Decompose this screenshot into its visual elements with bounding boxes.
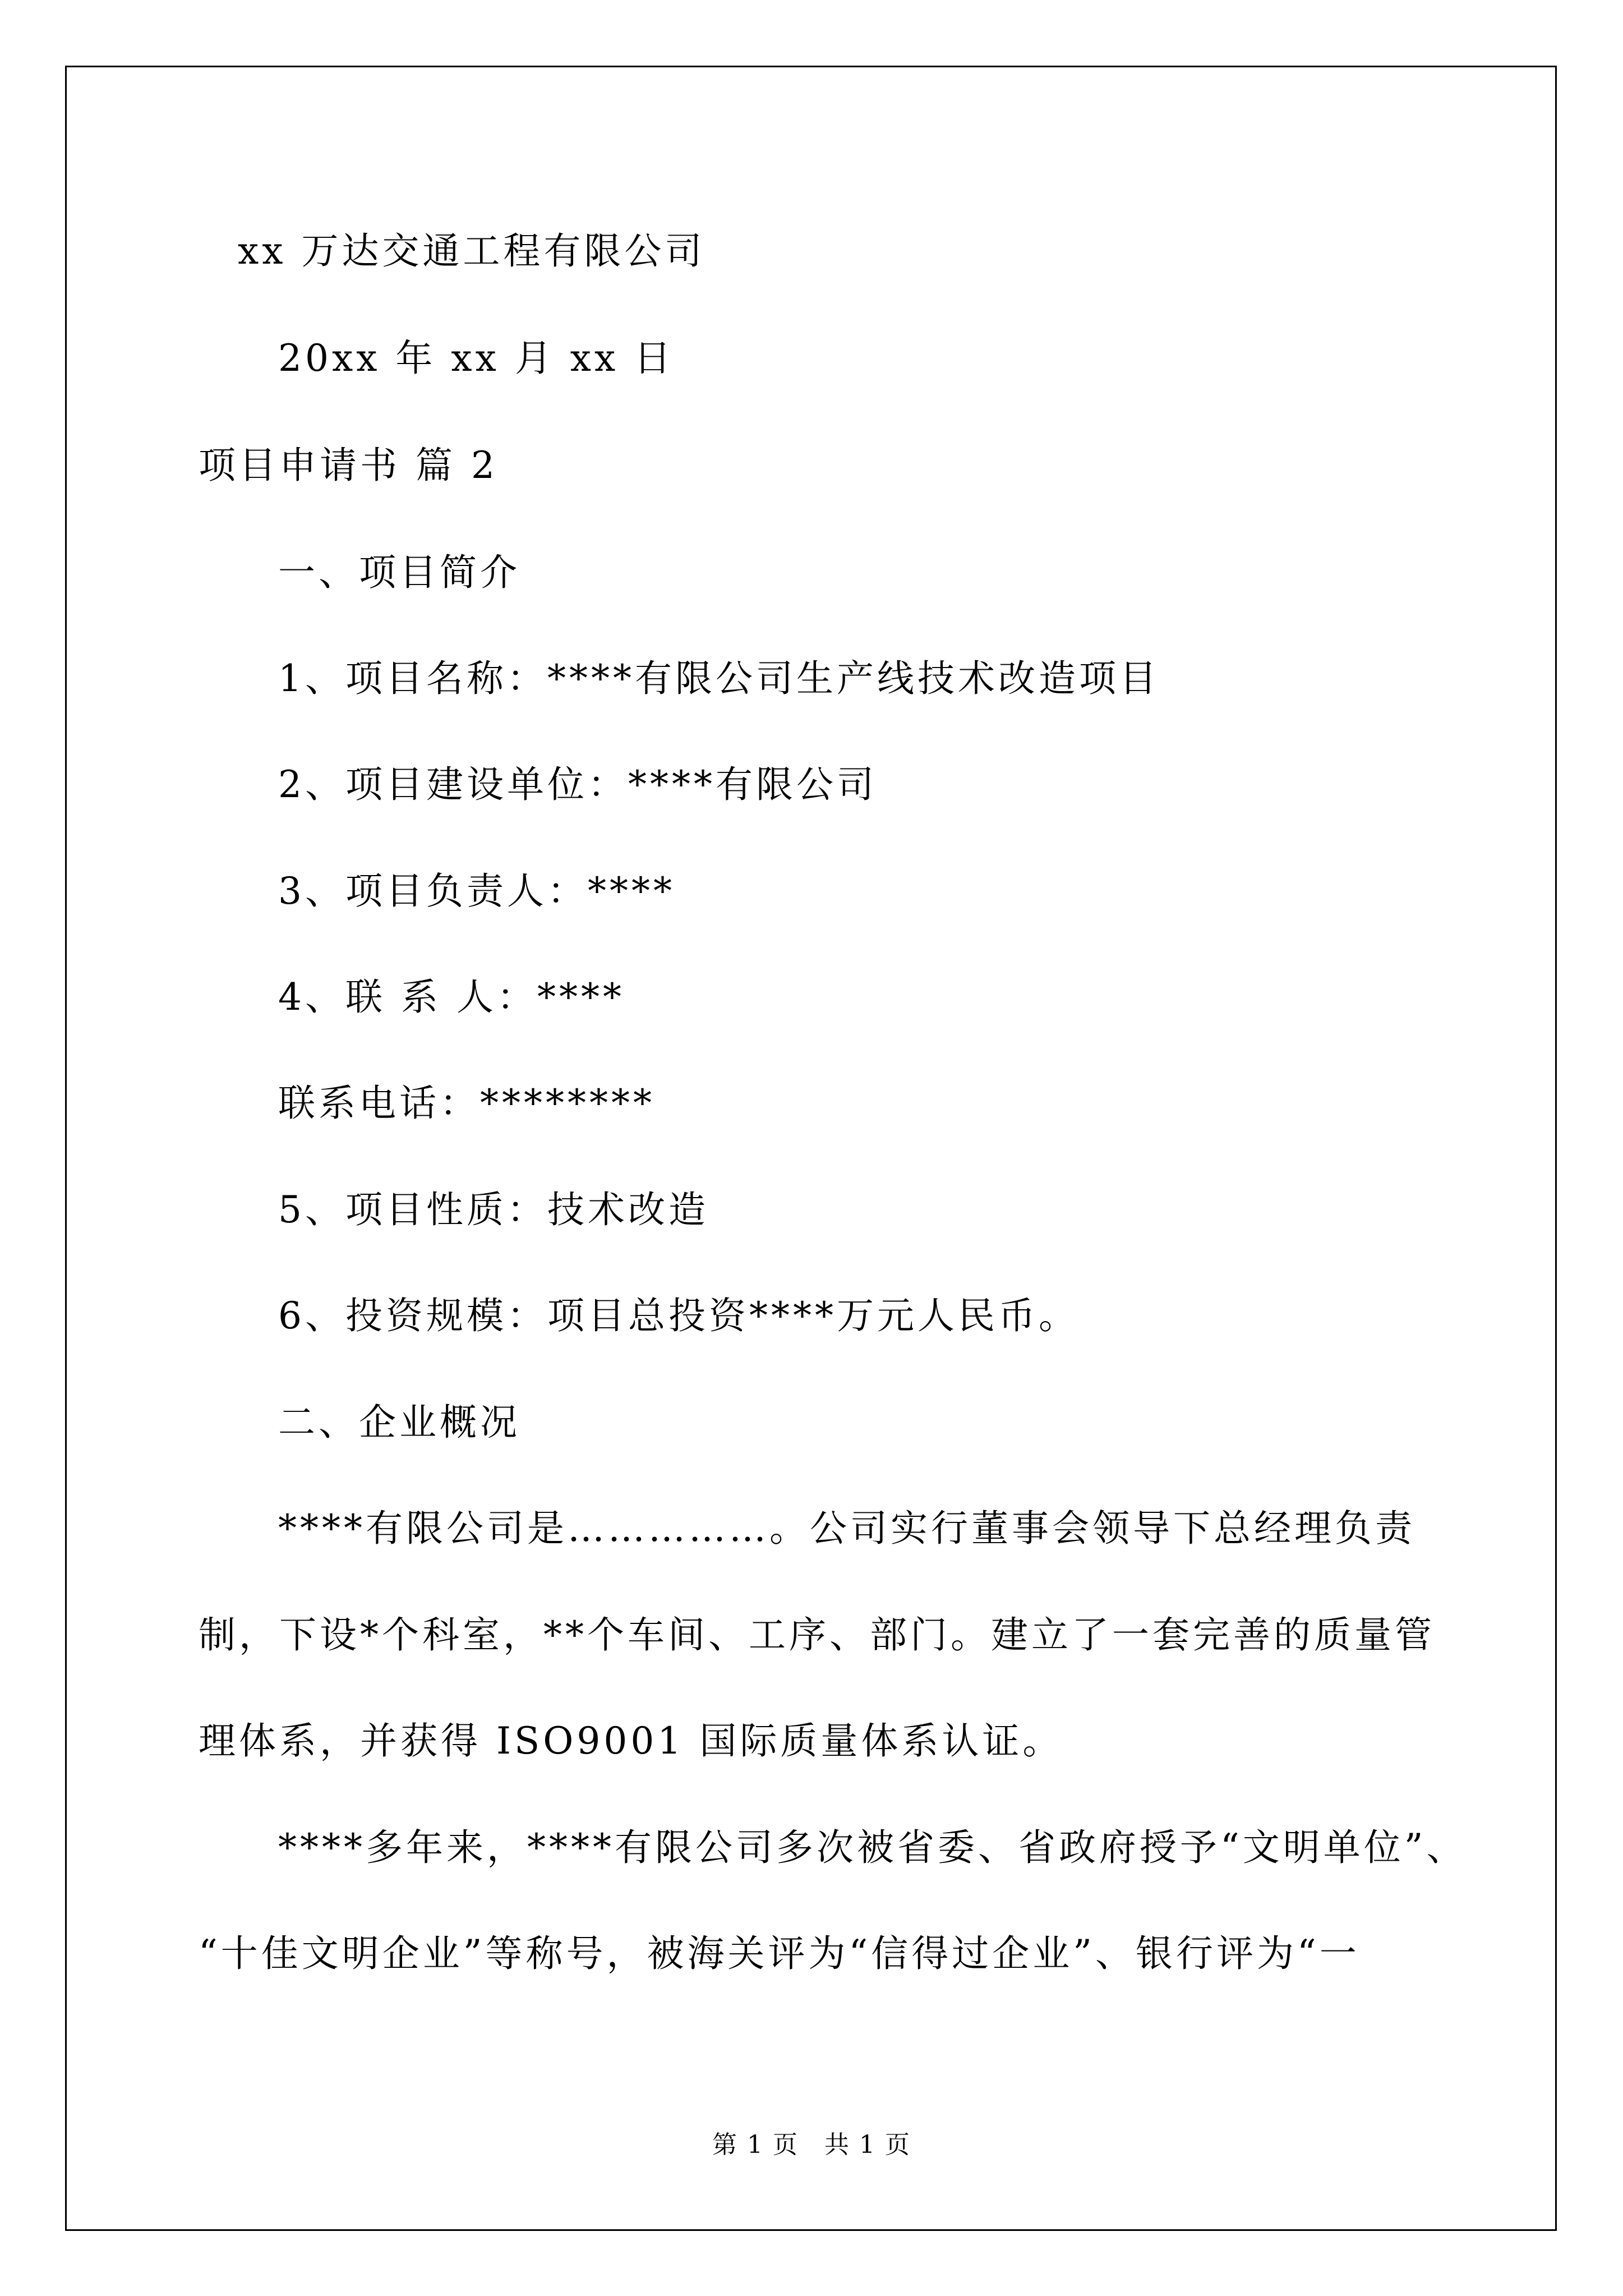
company-name: xx 万达交通工程有限公司 bbox=[238, 229, 706, 273]
project-name-line: 1、项目名称：****有限公司生产线技术改造项目 bbox=[278, 657, 1160, 700]
page-border bbox=[65, 66, 1557, 2231]
project-unit-line: 2、项目建设单位：****有限公司 bbox=[278, 763, 877, 806]
paragraph-line: “十佳文明企业”等称号，被海关评为“信得过企业”、银行评为“一 bbox=[199, 1932, 1360, 1975]
heading-project-intro: 一、项目简介 bbox=[278, 551, 520, 594]
contact-phone-line: 联系电话：******** bbox=[278, 1082, 655, 1125]
contact-person-line: 4、联 系 人：**** bbox=[278, 976, 625, 1019]
project-lead-line: 3、项目负责人：**** bbox=[278, 869, 675, 913]
section-title: 项目申请书 篇 2 bbox=[199, 444, 498, 487]
paragraph-line: ****多年来，****有限公司多次被省委、省政府授予“文明单位”、 bbox=[278, 1826, 1467, 1869]
date-line: 20xx 年 xx 月 xx 日 bbox=[278, 337, 675, 380]
paragraph-line: 理体系，并获得 ISO9001 国际质量体系认证。 bbox=[199, 1719, 1063, 1763]
paragraph-line: 制，下设*个科室，**个车间、工序、部门。建立了一套完善的质量管 bbox=[199, 1613, 1435, 1657]
investment-scale-line: 6、投资规模：项目总投资****万元人民币。 bbox=[278, 1294, 1079, 1337]
page-footer: 第 1 页 共 1 页 bbox=[712, 2131, 911, 2159]
heading-company-overview: 二、企业概况 bbox=[278, 1401, 520, 1444]
paragraph-line: ****有限公司是……………。公司实行董事会领导下总经理负责 bbox=[278, 1507, 1415, 1550]
project-nature-line: 5、项目性质：技术改造 bbox=[278, 1188, 709, 1231]
